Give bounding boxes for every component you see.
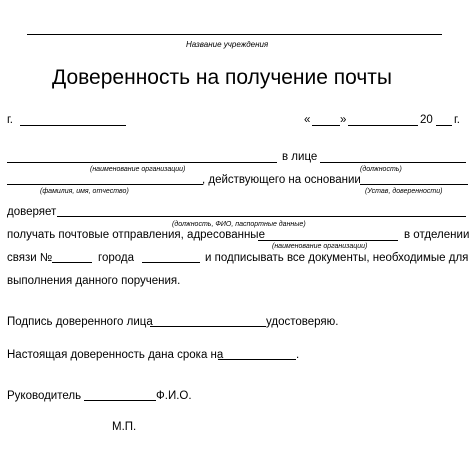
hint-org-name: (наименование организации) [90,166,186,173]
hint-position-passport: (должность, ФИО, паспортные данные) [172,221,306,228]
valid-until-label: Настоящая доверенность дана срока на [7,349,224,361]
addressee-org-field[interactable] [258,240,398,241]
acting-basis-label: , действующего на основании [202,174,361,186]
date-close-quote: » [340,114,347,126]
certify-label: удостоверяю. [266,316,339,328]
trustee-signature-field[interactable] [150,326,266,327]
head-signature-field[interactable] [84,400,156,401]
month-field[interactable] [348,125,418,126]
sign-docs-text: и подписывать все документы, необходимые для [205,252,469,264]
document-title: Доверенность на получение почты [52,66,393,89]
trusts-label: доверяет [7,206,57,218]
signature-label: Подпись доверенного лица [7,316,153,328]
fio-label: Ф.И.О. [156,390,192,402]
date-open-quote: « [304,114,311,126]
trustee-field[interactable] [57,216,466,217]
institution-name-line[interactable] [27,34,442,35]
year-prefix: 20 [420,114,433,126]
valid-end-dot: . [296,349,300,361]
validity-field[interactable] [218,359,296,360]
year-field[interactable] [436,125,452,126]
hint-position: (должность) [360,166,402,173]
in-department-label: в отделении [404,229,470,241]
year-suffix: г. [454,114,460,126]
basis-field[interactable] [360,184,468,185]
city-word: города [98,252,134,264]
stamp-label: М.П. [112,421,137,433]
hint-org-name-2: (наименование организации) [272,243,368,250]
head-label: Руководитель [7,390,82,402]
hint-charter: (Устав, доверенности) [365,188,443,195]
receive-mail-text: получать почтовые отправления, адресованные [7,229,265,241]
hint-full-name: (фамилия, имя, отчество) [40,188,129,195]
city-prefix: г. [7,114,13,126]
city-name-field[interactable] [142,262,200,263]
comm-no-field[interactable] [52,262,92,263]
comm-no-label: связи № [7,252,53,264]
org-name-field[interactable] [7,162,277,163]
day-field[interactable] [312,125,340,126]
city-field[interactable] [20,125,126,126]
position-field[interactable] [320,162,466,163]
in-person-label: в лице [282,151,318,163]
fulfil-text: выполнения данного поручения. [7,275,181,287]
institution-label: Название учреждения [186,40,269,49]
full-name-field[interactable] [7,184,203,185]
